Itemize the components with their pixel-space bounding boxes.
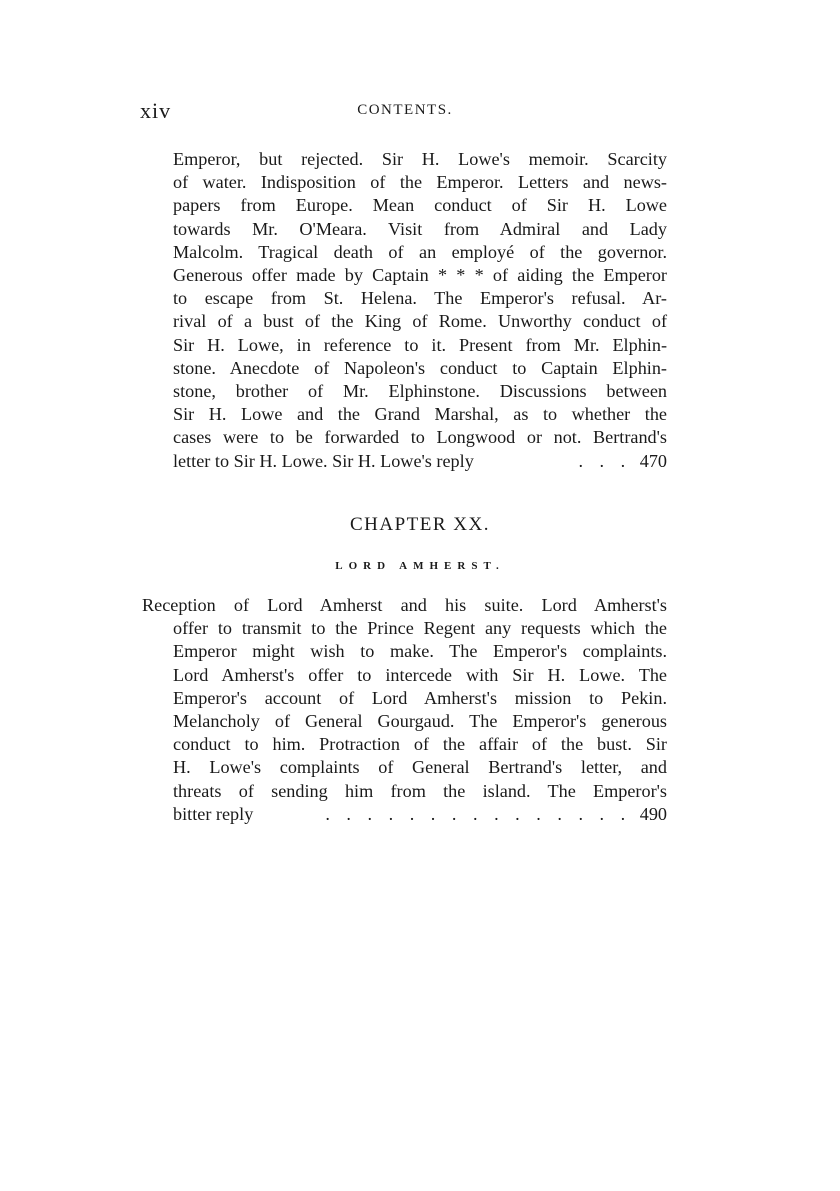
entry-line: papers from Europe. Mean conduct of Sir H. Lowe [173, 195, 667, 216]
entry-line: Melancholy of General Gourgaud. The Emperor's generous [173, 711, 667, 732]
entry-line: Sir H. Lowe, in reference to it. Present from Mr. Elphin- [173, 334, 667, 355]
entry-line: stone, brother of Mr. Elphinstone. Discussions between [173, 381, 667, 402]
entry-last-line [173, 450, 667, 473]
entry-line: Generous offer made by Captain * * * of aiding the Emperor [173, 265, 667, 286]
dot-leader: . . . [578, 450, 632, 471]
entry-line: cases were to be forwarded to Longwood or not. Bertrand's [173, 427, 667, 448]
chapter-xix-contents-entry [173, 148, 667, 473]
entry-line: conduct to him. Protraction of the affair of the bust. Sir [173, 734, 667, 755]
entry-line: Emperor, but rejected. Sir H. Lowe's memoir. Scarcity [173, 149, 667, 169]
entry-line: towards Mr. O'Meara. Visit from Admiral and Lady [173, 218, 667, 239]
entry-line: offer to transmit to the Prince Regent any requests which the [173, 618, 667, 639]
running-head [140, 98, 670, 128]
chapter-xx-contents-entry [142, 594, 667, 826]
entry-line: Emperor's account of Lord Amherst's mission to Pekin. [173, 687, 667, 708]
entry-page-reference: 470 [639, 450, 667, 471]
entry-last-line-text: letter to Sir H. Lowe. Sir H. Lowe's reply [173, 450, 474, 471]
entry-line: H. Lowe's complaints of General Bertrand's letter, and [173, 757, 667, 778]
entry-line: threats of sending him from the island. The Emperor's [173, 780, 667, 801]
entry-line: stone. Anecdote of Napoleon's conduct to Captain Elphin- [173, 357, 667, 378]
entry-line: Malcolm. Tragical death of an employé of the governor. [173, 241, 667, 262]
entry-line: to escape from St. Helena. The Emperor's refusal. Ar- [173, 288, 667, 309]
entry-last-line [142, 803, 667, 826]
entry-line: Reception of Lord Amherst and his suite. Lord Amherst's [142, 595, 667, 615]
entry-line: Lord Amherst's offer to intercede with Sir H. Lowe. The [173, 664, 667, 685]
entry-line: of water. Indisposition of the Emperor. Letters and news- [173, 172, 667, 193]
dot-leader: . . . . . . . . . . . . . . . [325, 803, 632, 824]
chapter-subtitle: LORD AMHERST. [335, 560, 505, 572]
entry-line: Emperor might wish to make. The Emperor's complaints. [173, 641, 667, 662]
page-number: xiv [140, 98, 172, 123]
running-title: CONTENTS. [357, 102, 453, 118]
entry-line: rival of a bust of the King of Rome. Unworthy conduct of [173, 311, 667, 332]
entry-line: Sir H. Lowe and the Grand Marshal, as to whether the [173, 404, 667, 425]
entry-last-line-text: bitter reply [173, 803, 254, 824]
entry-page-reference: 490 [639, 803, 667, 824]
chapter-heading: CHAPTER XX. [349, 514, 490, 535]
